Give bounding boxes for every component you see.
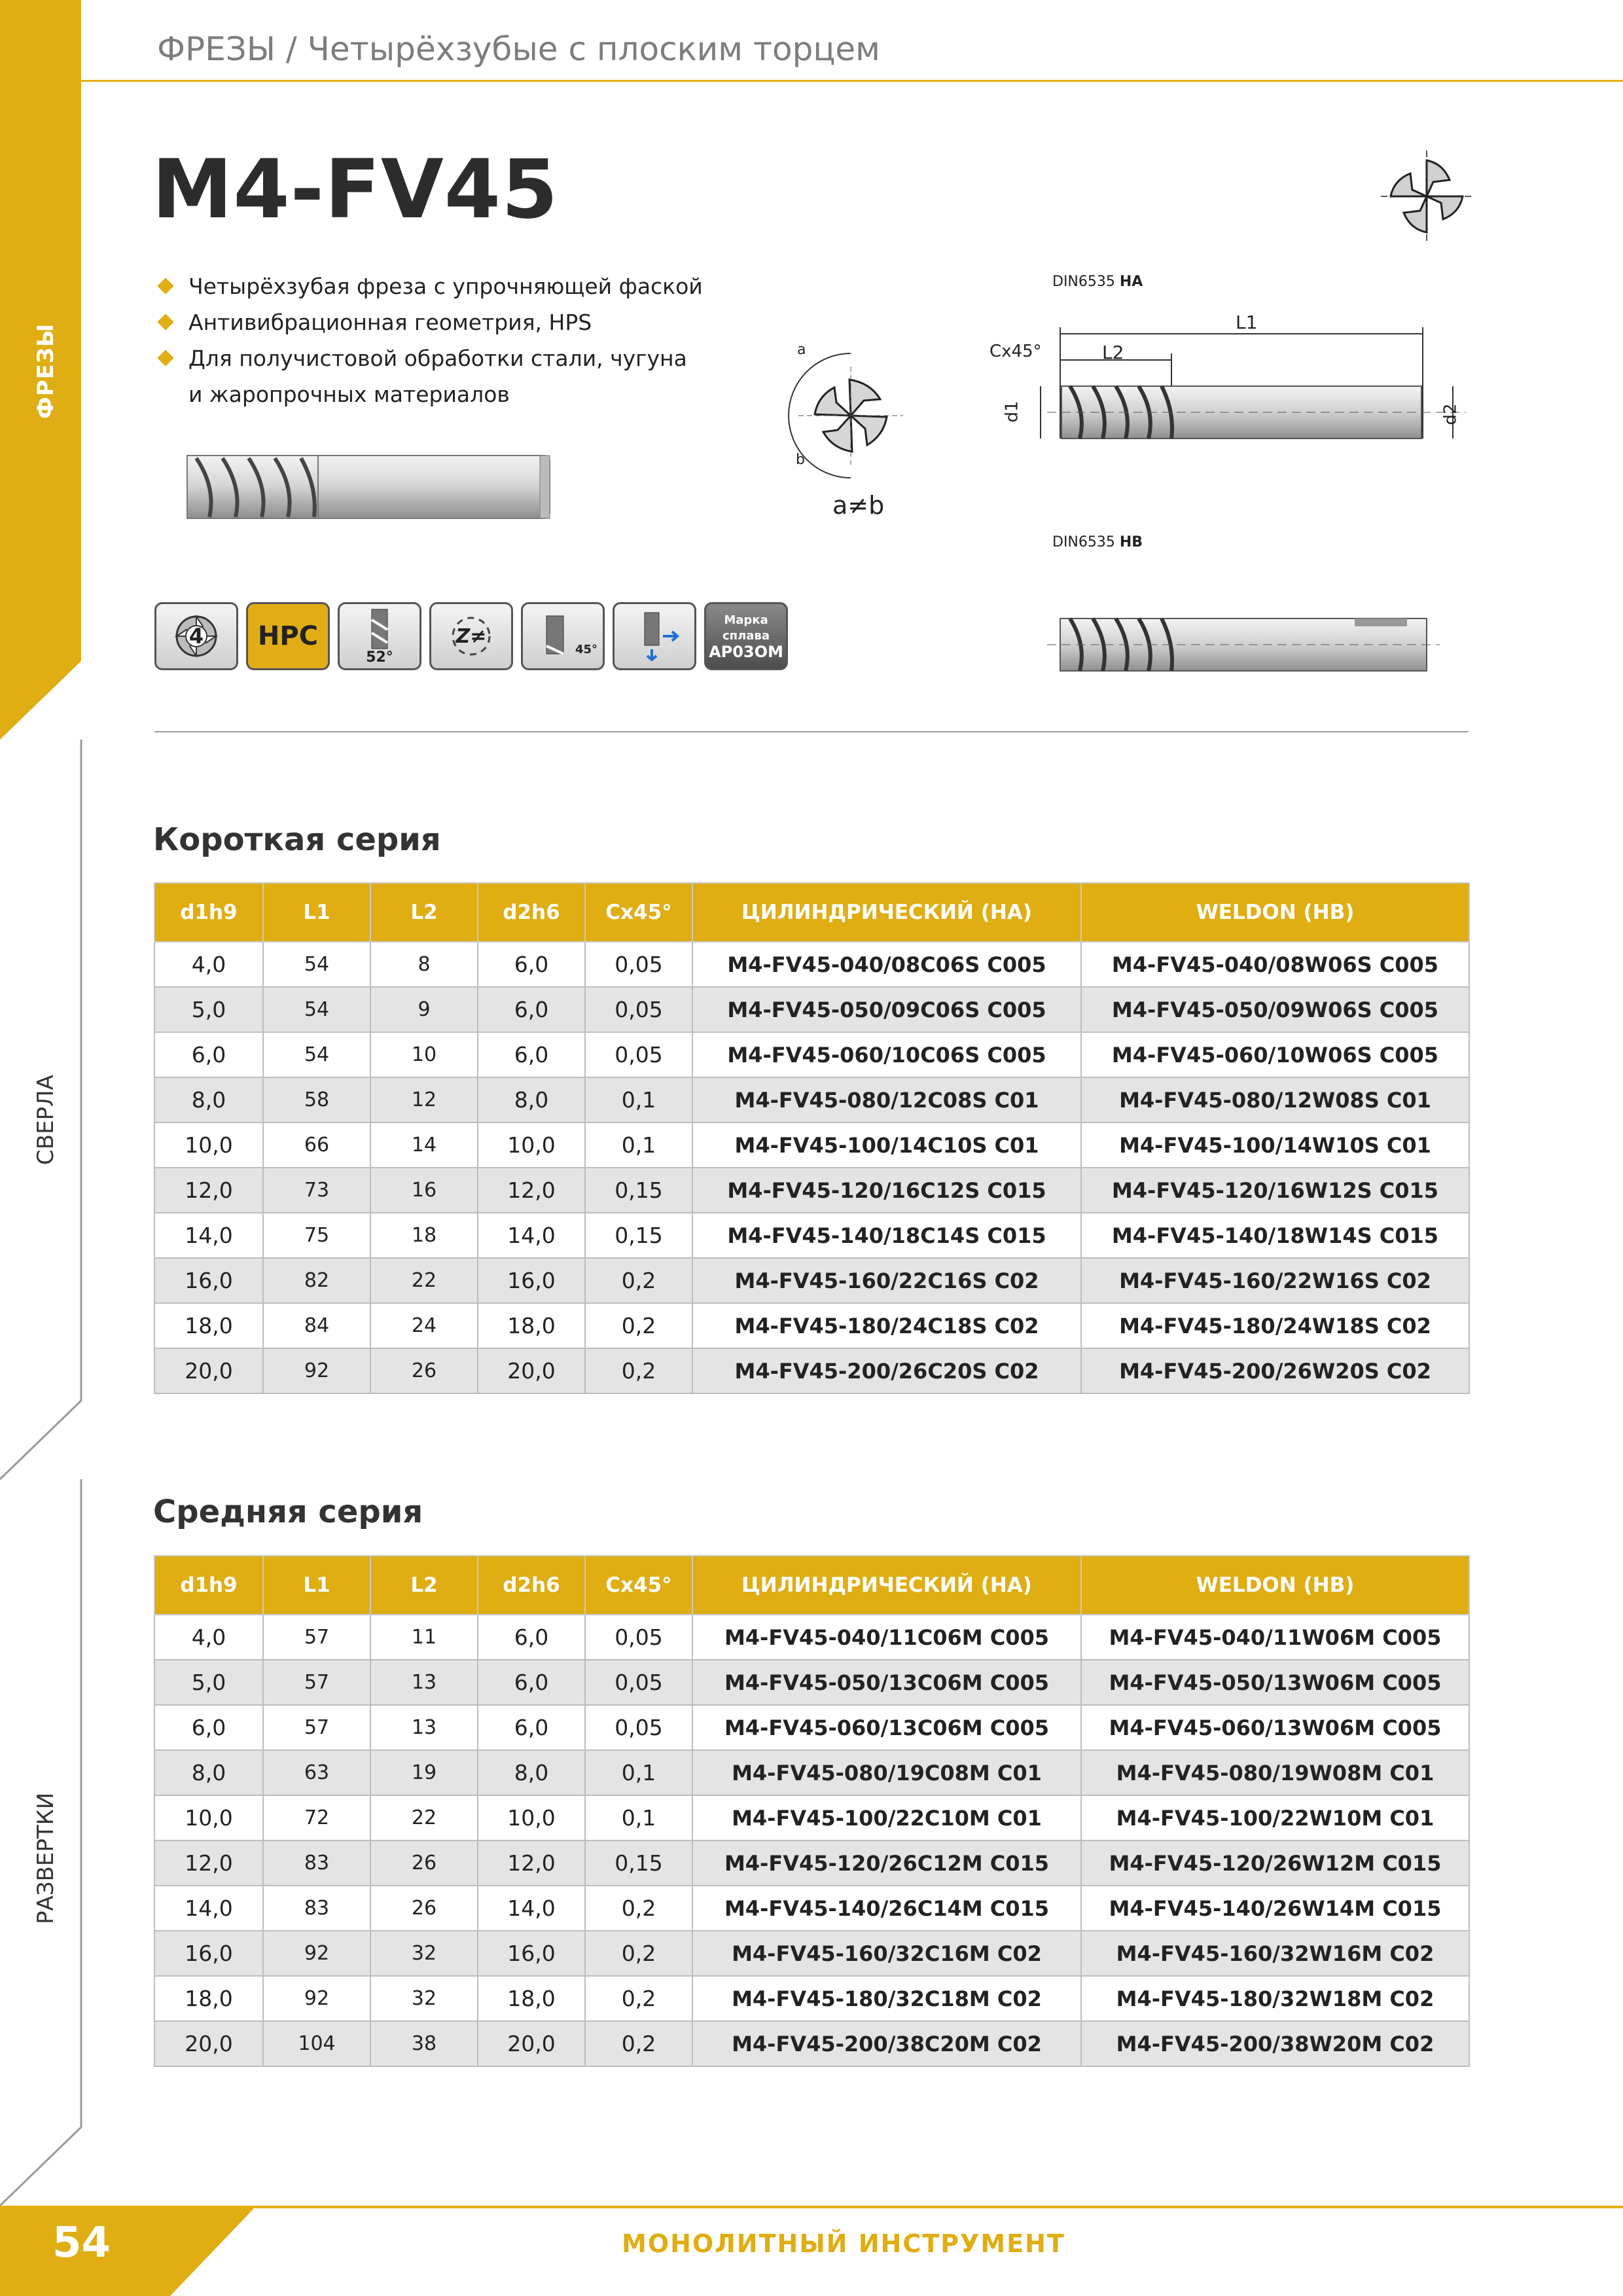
cell-cx: 0,05 [585, 1032, 692, 1077]
col-l1: L1 [263, 883, 370, 942]
cell-d1: 14,0 [154, 1886, 263, 1931]
cell-d1: 12,0 [154, 1168, 263, 1213]
flutes-icon: 4 [154, 602, 238, 670]
table-row [154, 1660, 1469, 1705]
cell-d2: 16,0 [478, 1258, 585, 1303]
cell-cx: 0,15 [585, 1168, 692, 1213]
table-row [154, 1705, 1469, 1750]
col-d2: d2h6 [478, 1556, 585, 1615]
hb-dimension-diagram [1047, 609, 1440, 681]
angle-b-label: b [796, 452, 805, 468]
cell-cx: 0,2 [585, 1303, 692, 1348]
cell-d2: 6,0 [478, 1615, 585, 1660]
cell-cx: 0,15 [585, 1213, 692, 1258]
table-row [154, 1931, 1469, 1976]
col-d1: d1h9 [154, 1556, 263, 1615]
cell-cx: 0,05 [585, 987, 692, 1032]
short-series-table [154, 882, 1470, 1394]
cell-l2: 8 [370, 942, 478, 987]
cell-code-ha: M4-FV45-050/09C06S C005 [692, 987, 1081, 1032]
cell-d1: 6,0 [154, 1032, 263, 1077]
cell-d2: 8,0 [478, 1750, 585, 1795]
cell-l1: 92 [263, 1348, 370, 1393]
cell-code-ha: M4-FV45-040/08C06S C005 [692, 942, 1081, 987]
table-row [154, 1303, 1469, 1348]
table-row [154, 1213, 1469, 1258]
cell-code-hb: M4-FV45-040/08W06S C005 [1081, 942, 1469, 987]
col-l2: L2 [370, 1556, 478, 1615]
cell-code-hb: M4-FV45-060/10W06S C005 [1081, 1032, 1469, 1077]
col-l1: L1 [263, 1556, 370, 1615]
a-neq-b-label: a≠b [832, 491, 885, 520]
cell-d1: 10,0 [154, 1795, 263, 1840]
cell-d2: 20,0 [478, 2021, 585, 2066]
cell-l1: 83 [263, 1840, 370, 1886]
table-row [154, 987, 1469, 1032]
cell-d1: 20,0 [154, 1348, 263, 1393]
table-row [154, 1077, 1469, 1122]
table-row [154, 942, 1469, 987]
feature-item: Антивибрационная геометрия, HPS [157, 304, 703, 340]
cell-l1: 84 [263, 1303, 370, 1348]
end-mill-image [183, 452, 563, 524]
feature-item: Четырёхзубая фреза с упрочняющей фаской [157, 268, 703, 304]
cell-l1: 92 [263, 1976, 370, 2021]
cell-d2: 6,0 [478, 1032, 585, 1077]
cell-cx: 0,1 [585, 1077, 692, 1122]
cell-cx: 0,05 [585, 942, 692, 987]
cell-code-ha: M4-FV45-050/13C06M C005 [692, 1660, 1081, 1705]
cell-l1: 54 [263, 942, 370, 987]
cell-d2: 8,0 [478, 1077, 585, 1122]
table-row [154, 1258, 1469, 1303]
cell-d1: 18,0 [154, 1303, 263, 1348]
cell-code-hb: M4-FV45-080/19W08M C01 [1081, 1750, 1469, 1795]
col-ha: ЦИЛИНДРИЧЕСКИЙ (HA) [692, 1556, 1081, 1615]
cell-code-hb: M4-FV45-050/13W06M C005 [1081, 1660, 1469, 1705]
cell-l2: 9 [370, 987, 478, 1032]
table-header-row [154, 883, 1469, 942]
ha-diagram-label: DIN6535 HA [1052, 274, 1143, 290]
cell-code-hb: M4-FV45-200/38W20M C02 [1081, 2021, 1469, 2066]
cell-d1: 4,0 [154, 1615, 263, 1660]
cell-cx: 0,05 [585, 1615, 692, 1660]
cell-code-hb: M4-FV45-180/32W18M C02 [1081, 1976, 1469, 2021]
cell-d2: 16,0 [478, 1931, 585, 1976]
col-ha: ЦИЛИНДРИЧЕСКИЙ (HA) [692, 883, 1081, 942]
hb-diagram-label: DIN6535 HB [1052, 534, 1143, 550]
cell-l2: 14 [370, 1122, 478, 1168]
cell-d1: 16,0 [154, 1258, 263, 1303]
table-row [154, 1615, 1469, 1660]
cell-d2: 20,0 [478, 1348, 585, 1393]
feature-list [157, 268, 703, 412]
cell-d1: 4,0 [154, 942, 263, 987]
cell-d1: 8,0 [154, 1077, 263, 1122]
l2-label: L2 [1102, 342, 1124, 363]
cell-l1: 57 [263, 1615, 370, 1660]
cell-l2: 13 [370, 1705, 478, 1750]
cell-d2: 12,0 [478, 1840, 585, 1886]
cell-d1: 8,0 [154, 1750, 263, 1795]
cell-code-hb: M4-FV45-050/09W06S C005 [1081, 987, 1469, 1032]
cutting-direction-icon [613, 602, 696, 670]
helix-angle-icon: 52° [338, 602, 421, 670]
cell-l2: 32 [370, 1931, 478, 1976]
cell-d1: 16,0 [154, 1931, 263, 1976]
cell-l1: 73 [263, 1168, 370, 1213]
cell-code-ha: M4-FV45-040/11C06M C005 [692, 1615, 1081, 1660]
medium-series-table [154, 1555, 1470, 2067]
cell-l2: 11 [370, 1615, 478, 1660]
header-divider [81, 80, 1623, 82]
cell-l1: 75 [263, 1213, 370, 1258]
cell-l2: 26 [370, 1886, 478, 1931]
cell-d1: 12,0 [154, 1840, 263, 1886]
footer-text: МОНОЛИТНЫЙ ИНСТРУМЕНТ [622, 2229, 1065, 2258]
cutter-end-icon [1381, 151, 1472, 242]
cell-l1: 63 [263, 1750, 370, 1795]
cell-code-hb: M4-FV45-160/32W16M C02 [1081, 1931, 1469, 1976]
cell-code-ha: M4-FV45-200/26C20S C02 [692, 1348, 1081, 1393]
cell-l1: 72 [263, 1795, 370, 1840]
cell-code-hb: M4-FV45-180/24W18S C02 [1081, 1303, 1469, 1348]
side-tab-reamers[interactable]: РАЗВЕРТКИ [33, 1792, 59, 1924]
cell-code-ha: M4-FV45-120/26C12M C015 [692, 1840, 1081, 1886]
cell-d1: 18,0 [154, 1976, 263, 2021]
chamfer-icon: 45° [521, 602, 605, 670]
cell-cx: 0,2 [585, 1886, 692, 1931]
cell-l2: 16 [370, 1168, 478, 1213]
table-row [154, 1032, 1469, 1077]
cell-d2: 14,0 [478, 1213, 585, 1258]
feature-item: Для получистовой обработки стали, чугуна [157, 340, 703, 376]
cell-d1: 20,0 [154, 2021, 263, 2066]
cell-code-hb: M4-FV45-120/16W12S C015 [1081, 1168, 1469, 1213]
short-series-title: Короткая серия [153, 821, 441, 858]
cell-l2: 22 [370, 1795, 478, 1840]
col-d2: d2h6 [478, 883, 585, 942]
cell-code-ha: M4-FV45-060/10C06S C005 [692, 1032, 1081, 1077]
cell-code-ha: M4-FV45-160/22C16S C02 [692, 1258, 1081, 1303]
d1-label: d1 [1002, 401, 1022, 423]
cell-code-hb: M4-FV45-040/11W06M C005 [1081, 1615, 1469, 1660]
cell-l2: 26 [370, 1840, 478, 1886]
cell-d1: 14,0 [154, 1213, 263, 1258]
medium-series-title: Средняя серия [153, 1494, 423, 1530]
cell-code-ha: M4-FV45-200/38C20M C02 [692, 2021, 1081, 2066]
cell-code-hb: M4-FV45-100/22W10M C01 [1081, 1795, 1469, 1840]
table-row [154, 1168, 1469, 1213]
cell-cx: 0,2 [585, 1931, 692, 1976]
cell-code-ha: M4-FV45-100/14C10S C01 [692, 1122, 1081, 1168]
table-row [154, 1886, 1469, 1931]
table-row [154, 1795, 1469, 1840]
cell-cx: 0,2 [585, 1258, 692, 1303]
cell-l1: 57 [263, 1660, 370, 1705]
cell-code-hb: M4-FV45-080/12W08S C01 [1081, 1077, 1469, 1122]
cell-d2: 14,0 [478, 1886, 585, 1931]
table-row [154, 1976, 1469, 2021]
table-row [154, 1122, 1469, 1168]
col-d1: d1h9 [154, 883, 263, 942]
cell-d2: 6,0 [478, 942, 585, 987]
chamfer-label: Cx45° [990, 342, 1042, 361]
cell-code-ha: M4-FV45-140/26C14M C015 [692, 1886, 1081, 1931]
cell-code-hb: M4-FV45-160/22W16S C02 [1081, 1258, 1469, 1303]
col-hb: WELDON (HB) [1081, 883, 1469, 942]
table-row [154, 1348, 1469, 1393]
cell-l1: 54 [263, 1032, 370, 1077]
cell-d2: 18,0 [478, 1303, 585, 1348]
cell-code-hb: M4-FV45-200/26W20S C02 [1081, 1348, 1469, 1393]
cell-l2: 26 [370, 1348, 478, 1393]
cell-l2: 12 [370, 1077, 478, 1122]
cell-cx: 0,1 [585, 1122, 692, 1168]
angle-a-label: a [797, 342, 806, 358]
page-number-tab [0, 2207, 262, 2296]
table-row [154, 2021, 1469, 2066]
hpc-icon: HPC [246, 602, 330, 670]
cell-code-hb: M4-FV45-120/26W12M C015 [1081, 1840, 1469, 1886]
cell-code-ha: M4-FV45-140/18C14S C015 [692, 1213, 1081, 1258]
cell-l2: 24 [370, 1303, 478, 1348]
cell-l2: 32 [370, 1976, 478, 2021]
breadcrumb: ФРЕЗЫ / Четырёхзубые с плоским торцем [157, 30, 880, 68]
cell-l1: 54 [263, 987, 370, 1032]
cell-cx: 0,2 [585, 2021, 692, 2066]
cell-code-hb: M4-FV45-140/26W14M C015 [1081, 1886, 1469, 1931]
feature-continuation: и жаропрочных материалов [188, 382, 510, 407]
cell-cx: 0,2 [585, 1976, 692, 2021]
cell-cx: 0,2 [585, 1348, 692, 1393]
cell-d2: 6,0 [478, 987, 585, 1032]
cell-code-hb: M4-FV45-100/14W10S C01 [1081, 1122, 1469, 1168]
cell-l2: 13 [370, 1660, 478, 1705]
cell-d2: 10,0 [478, 1795, 585, 1840]
cell-code-hb: M4-FV45-140/18W14S C015 [1081, 1213, 1469, 1258]
cell-code-ha: M4-FV45-100/22C10M C01 [692, 1795, 1081, 1840]
cell-l1: 66 [263, 1122, 370, 1168]
cell-code-ha: M4-FV45-120/16C12S C015 [692, 1168, 1081, 1213]
cell-d1: 5,0 [154, 987, 263, 1032]
page-number: 54 [52, 2219, 111, 2267]
cell-d2: 10,0 [478, 1122, 585, 1168]
cell-d2: 6,0 [478, 1660, 585, 1705]
cell-d1: 5,0 [154, 1660, 263, 1705]
cell-l1: 83 [263, 1886, 370, 1931]
product-title: M4-FV45 [152, 143, 559, 237]
cell-code-ha: M4-FV45-080/12C08S C01 [692, 1077, 1081, 1122]
col-l2: L2 [370, 883, 478, 942]
cell-d2: 6,0 [478, 1705, 585, 1750]
col-hb: WELDON (HB) [1081, 1556, 1469, 1615]
cell-d2: 18,0 [478, 1976, 585, 2021]
l1-label: L1 [1236, 312, 1258, 333]
col-cx: Cx45° [585, 883, 692, 942]
cell-cx: 0,05 [585, 1705, 692, 1750]
cell-code-ha: M4-FV45-160/32C16M C02 [692, 1931, 1081, 1976]
cell-code-hb: M4-FV45-060/13W06M C005 [1081, 1705, 1469, 1750]
cell-l1: 82 [263, 1258, 370, 1303]
cell-l1: 92 [263, 1931, 370, 1976]
section-divider [154, 731, 1469, 732]
unequal-pitch-icon: Z≠ [429, 602, 513, 670]
cell-code-ha: M4-FV45-180/24C18S C02 [692, 1303, 1081, 1348]
d2-label: d2 [1440, 403, 1461, 425]
cell-cx: 0,15 [585, 1840, 692, 1886]
cell-cx: 0,1 [585, 1750, 692, 1795]
side-tab-active[interactable]: ФРЕЗЫ [33, 323, 59, 419]
cell-l1: 58 [263, 1077, 370, 1122]
feature-icons [154, 602, 788, 670]
cell-d1: 10,0 [154, 1122, 263, 1168]
col-cx: Cx45° [585, 1556, 692, 1615]
table-row [154, 1840, 1469, 1886]
cell-cx: 0,05 [585, 1660, 692, 1705]
side-tab-drills[interactable]: СВЕРЛА [33, 1075, 59, 1165]
cell-d2: 12,0 [478, 1168, 585, 1213]
cell-code-ha: M4-FV45-180/32C18M C02 [692, 1976, 1081, 2021]
cell-l2: 19 [370, 1750, 478, 1795]
cell-cx: 0,1 [585, 1795, 692, 1840]
cell-l2: 38 [370, 2021, 478, 2066]
cell-l2: 18 [370, 1213, 478, 1258]
cell-l1: 57 [263, 1705, 370, 1750]
cell-l2: 10 [370, 1032, 478, 1077]
cell-d1: 6,0 [154, 1705, 263, 1750]
table-header-row [154, 1556, 1469, 1615]
alloy-grade-icon: Марка сплава AP03OM [704, 602, 788, 670]
cell-code-ha: M4-FV45-080/19C08M C01 [692, 1750, 1081, 1795]
table-row [154, 1750, 1469, 1795]
cell-l2: 22 [370, 1258, 478, 1303]
cell-l1: 104 [263, 2021, 370, 2066]
cell-code-ha: M4-FV45-060/13C06M C005 [692, 1705, 1081, 1750]
